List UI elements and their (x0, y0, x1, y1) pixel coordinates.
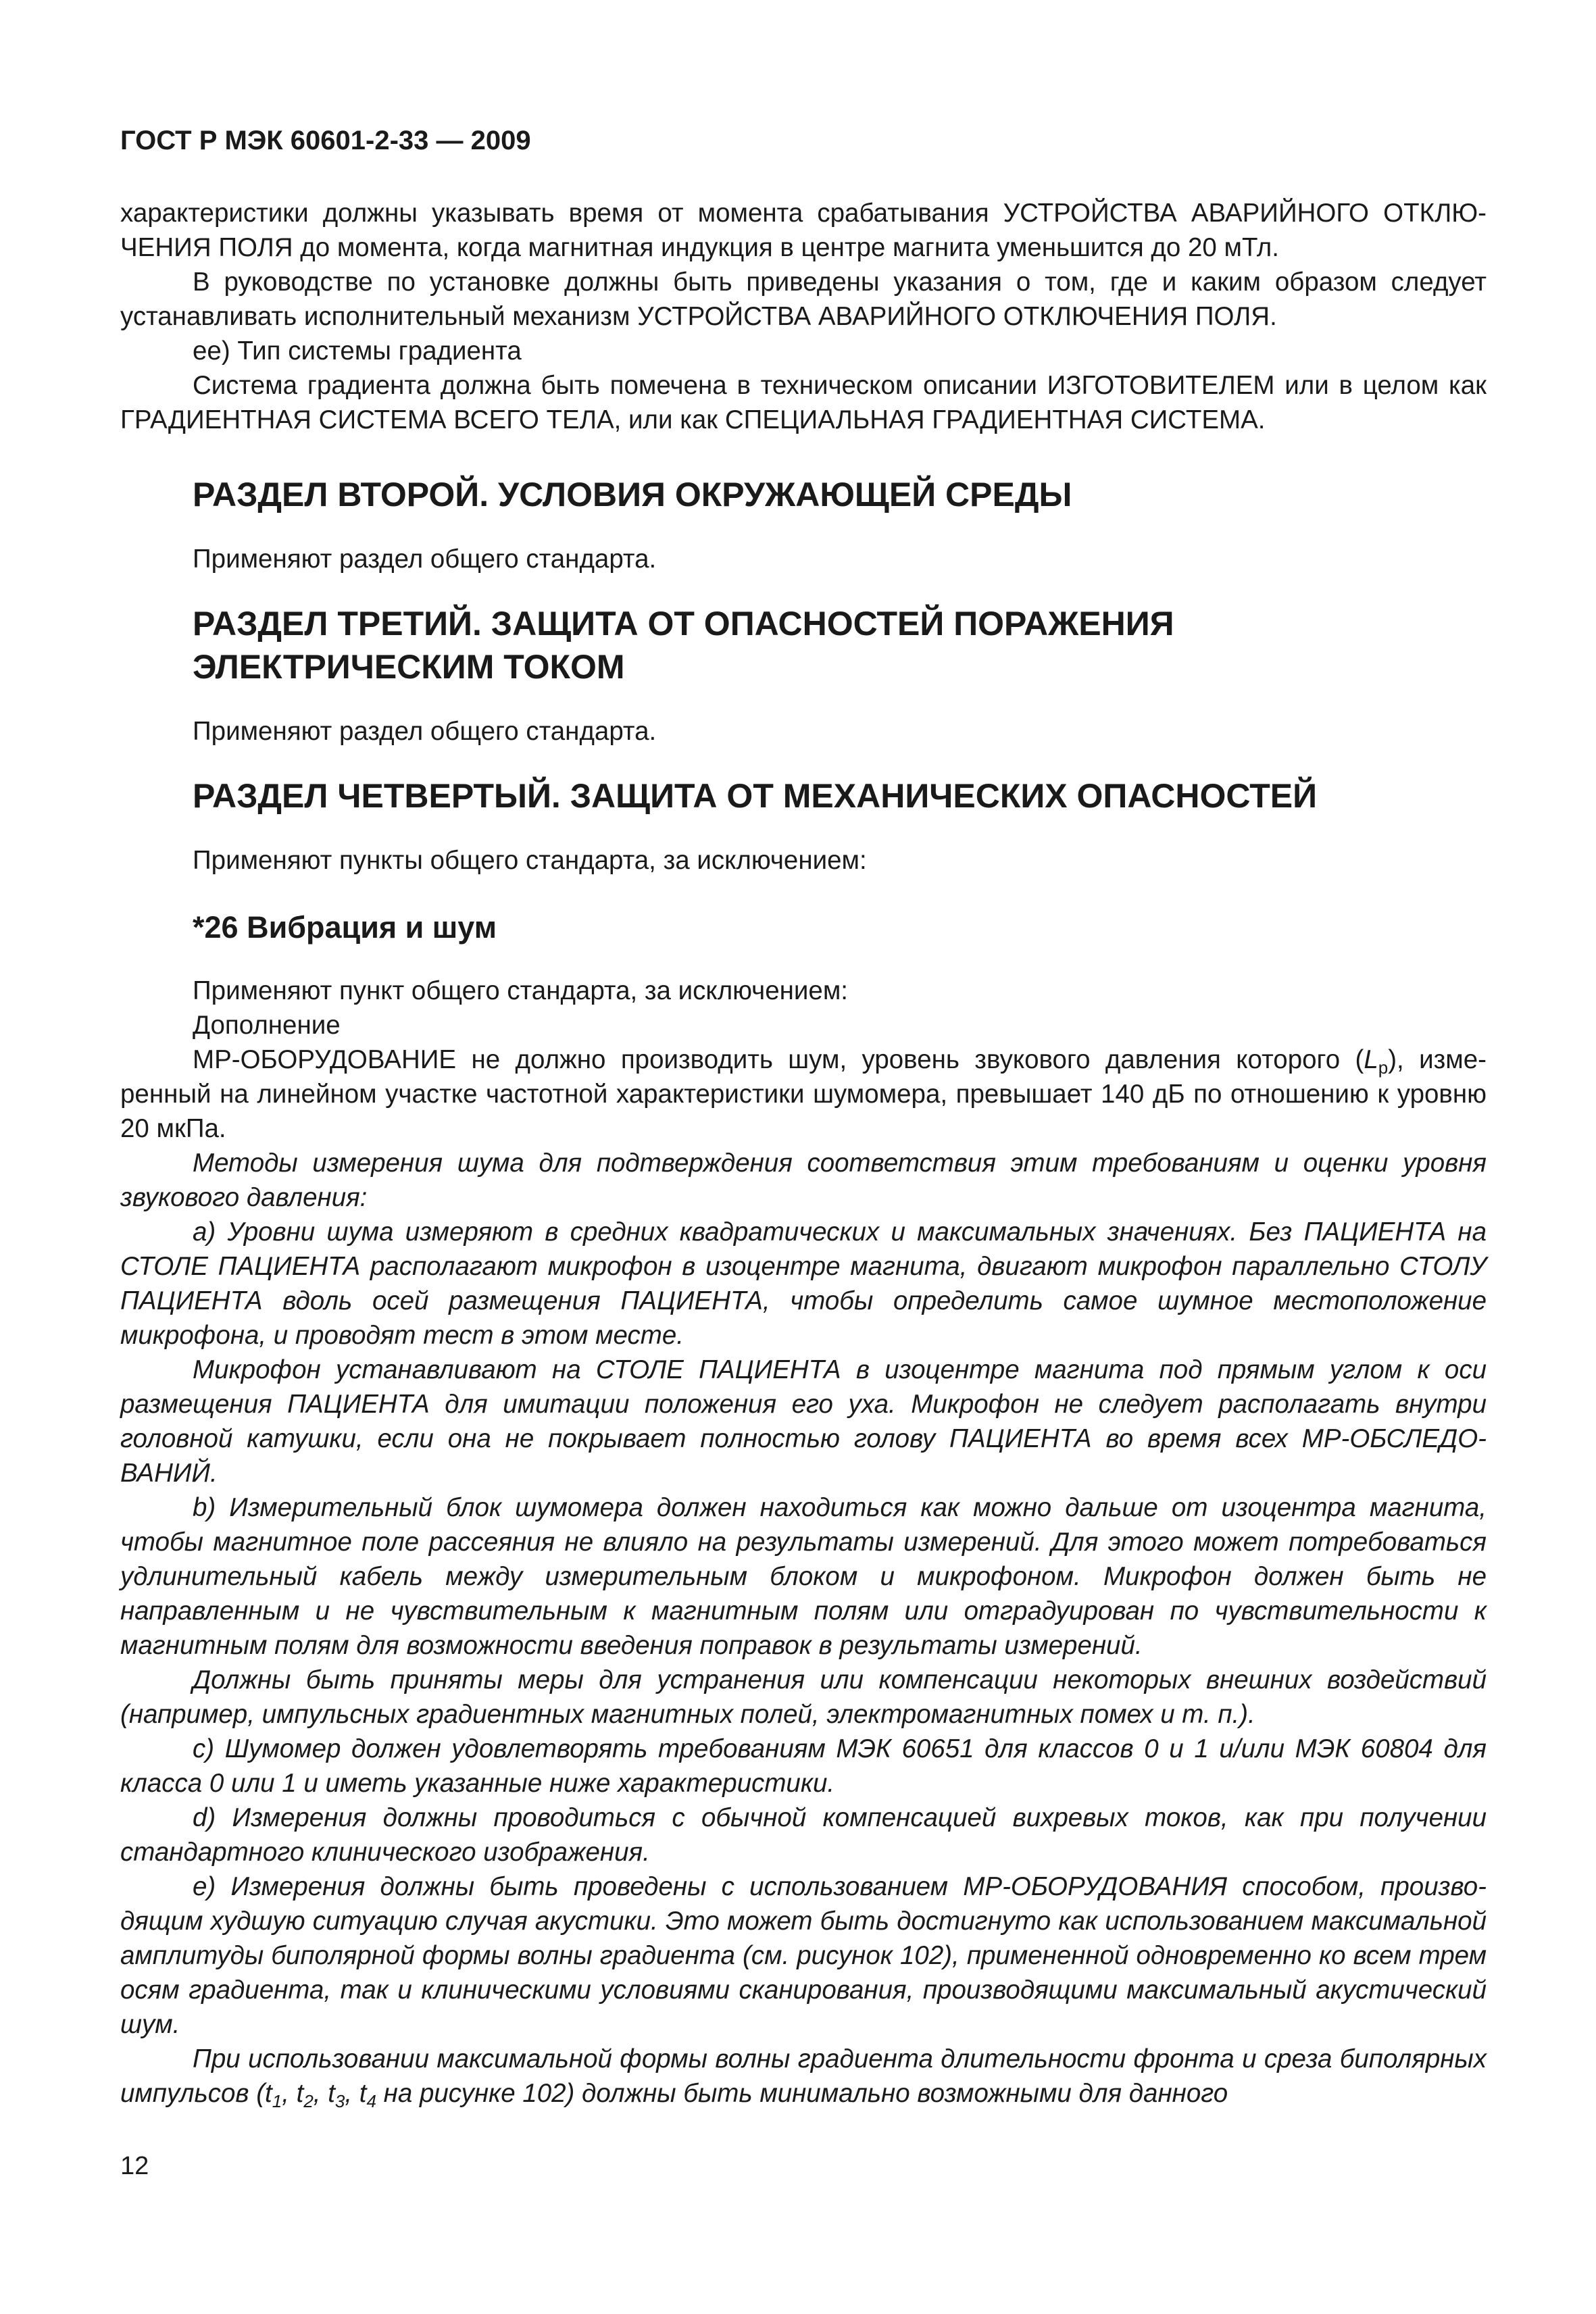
list-item-e: e) Измерения должны быть проведены с использованием МР-ОБОРУДОВАНИЯ способом, производящим худшую ситуацию случая акустики. Это может быть достигнуто как использованием максимальной амплитуды биполярной формы волны градиента (см. рисунок 102), примененной одновременно ко всем трем осям градиента, так и клиническими условиями сканирования, производящими максимальный акустический шум. (120, 1872, 1487, 2039)
list-item-d: d) Измерения должны проводиться с обычной компенсацией вихревых токов, как при получении стандартного клинического изображения. (120, 1803, 1487, 1867)
section-heading-2: РАЗДЕЛ ВТОРОЙ. УСЛОВИЯ ОКРУЖАЮЩЕЙ СРЕДЫ (193, 476, 1072, 513)
list-item-b: b) Измерительный блок шумомера должен находиться как можно дальше от изоцентра магнита, чтобы магнитное поле рассеяния не влияло на результаты измерений. Для этого может потребоваться удлинительный кабель между измерительным блоком и микрофоном. Микрофон должен быть не направленным и не чувствительным к магнитным полям или отградуирован по чувствительности к магнитным полям для возможности введения поправок в результаты измерений. (120, 1493, 1487, 1660)
symbol-subscript: 3 (334, 2091, 345, 2111)
paragraph: Методы измерения шума для подтверждения соответствия этим требованиям и оценки уровня звукового давления: (120, 1149, 1487, 1212)
symbol-subscript: p (1378, 1057, 1389, 1078)
separator: , (345, 2079, 359, 2108)
paragraph: В руководстве по установке должны быть приведены указания о том, где и каким образом следует устанавливать исполнительный механизм УСТРОЙСТВА АВАРИЙНОГО ОТКЛЮЧЕНИЯ ПОЛЯ. (120, 268, 1487, 331)
paragraph: Система градиента должна быть помечена в техническом описании ИЗГОТОВИТЕЛЕМ или в целом как ГРАДИЕНТНАЯ СИСТЕМА ВСЕГО ТЕЛА, или как СПЕЦИАЛЬНАЯ ГРАДИЕНТНАЯ СИСТЕМА. (120, 371, 1487, 434)
symbol-subscript: 4 (366, 2091, 376, 2111)
symbol-t: t (328, 2079, 335, 2108)
paragraph: характеристики должны указывать время от момента срабатывания УСТРОЙСТВА АВАРИЙНОГО ОТКЛЮЧЕНИЯ ПОЛЯ до момента, когда магнитная индукция в центре магнита уменьшится до 20 мТл. (120, 199, 1487, 262)
clause-heading-26: *26 Вибрация и шум (193, 910, 497, 945)
separator: , (282, 2079, 297, 2108)
text-run: При использовании максимальной формы волны градиента длительности фронта и среза биполярных импульсов ( (120, 2044, 1487, 2108)
text-run: ), измеренный на линейном участке частотной характеристики шумомера, превышает 140 дБ по отношению к уровню 20 мкПа. (120, 1045, 1487, 1143)
section-heading-3-line1: РАЗДЕЛ ТРЕТИЙ. ЗАЩИТА ОТ ОПАСНОСТЕЙ ПОРАЖЕНИЯ (193, 605, 1174, 643)
paragraph: Применяют раздел общего стандарта. (193, 545, 657, 574)
paragraph: Должны быть приняты меры для устранения или компенсации некоторых внешних воздействий (например, импульсных градиентных магнитных полей, электромагнитных помех и т. п.). (120, 1665, 1487, 1729)
section-heading-3-line2: ЭЛЕКТРИЧЕСКИМ ТОКОМ (193, 648, 625, 686)
page-content (120, 196, 1487, 2111)
text-run: МР-ОБОРУДОВАНИЕ не должно производить шум, уровень звукового давления которого ( (193, 1045, 1364, 1074)
paragraph: ee) Тип системы градиента (193, 336, 522, 366)
symbol-subscript: 1 (272, 2091, 282, 2111)
list-item-a: a) Уровни шума измеряют в средних квадратических и максимальных значениях. Без ПАЦИЕНТА на СТОЛЕ ПАЦИЕНТА располагают микрофон в изоцентре магнита, двигают микрофон параллельно СТОЛУ ПАЦИЕНТА вдоль осей размещения ПАЦИЕНТА, чтобы определить самое шумное местоположение микрофона, и проводят тест в этом месте. (120, 1217, 1487, 1350)
paragraph: Применяют пункты общего стандарта, за исключением: (193, 846, 867, 875)
paragraph: Применяют пункт общего стандарта, за исключением: (193, 976, 849, 1005)
text-run: на рисунке 102) должны быть минимально возможными для данного (376, 2079, 1228, 2108)
symbol-L: L (1364, 1045, 1378, 1074)
page-number: 12 (120, 2152, 149, 2180)
paragraph: Применяют раздел общего стандарта. (193, 717, 657, 746)
list-item-c: c) Шумомер должен удовлетворять требованиям МЭК 60651 для классов 0 и 1 и/или МЭК 60804 для класса 0 или 1 и иметь указанные ниже характеристики. (120, 1734, 1487, 1798)
paragraph: Дополнение (193, 1011, 341, 1040)
document-header: ГОСТ Р МЭК 60601-2-33 — 2009 (120, 126, 531, 155)
symbol-t: t (265, 2079, 272, 2108)
symbol-t: t (359, 2079, 367, 2108)
requirement-paragraph (120, 1042, 1487, 1146)
symbol-subscript: 2 (303, 2091, 314, 2111)
symbol-t: t (296, 2079, 304, 2108)
paragraph: Микрофон устанавливают на СТОЛЕ ПАЦИЕНТА в изоцентре магнита под прямым углом к оси размещения ПАЦИЕНТА для имитации положения его уха. Микрофон не следует располагать внутри головной катушки, если она не покрывает полностью голову ПАЦИЕНТА во время всех МР-ОБСЛЕДОВАНИЙ. (120, 1355, 1487, 1488)
separator: , (313, 2079, 328, 2108)
paragraph-last (120, 2042, 1487, 2111)
section-heading-4: РАЗДЕЛ ЧЕТВЕРТЫЙ. ЗАЩИТА ОТ МЕХАНИЧЕСКИХ ОПАСНОСТЕЙ (193, 777, 1318, 815)
